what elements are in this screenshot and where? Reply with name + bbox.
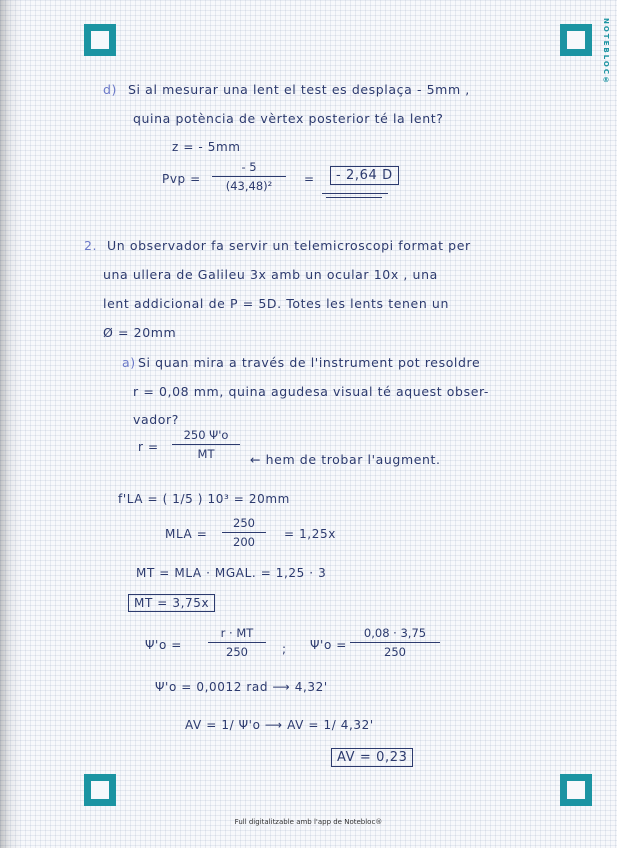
- question-d-line1: Si al mesurar una lent el test es desplaça - 5mm ,: [128, 82, 470, 97]
- augment-note: ← hem de trobar l'augment.: [250, 452, 441, 467]
- psi2-lhs: Ψ'o =: [310, 638, 347, 652]
- psi-denominator: 250: [226, 645, 248, 659]
- mla-lhs: MLA =: [165, 527, 208, 541]
- r-denominator: MT: [197, 447, 215, 461]
- pvp-fraction: [212, 160, 286, 193]
- mla-result: = 1,25x: [284, 527, 336, 541]
- question-2-label: 2.: [84, 238, 98, 253]
- psi-fraction: [208, 626, 266, 659]
- brand-logo: NOTEBLOC®: [602, 18, 610, 86]
- mla-denominator: 200: [233, 535, 255, 549]
- pvp-lhs: Pvp =: [162, 172, 201, 186]
- mt-result: MT = 3,75x: [128, 596, 215, 610]
- question-2-line4: Ø = 20mm: [103, 325, 177, 340]
- r-fraction: [172, 428, 240, 461]
- psi2-fraction: [350, 626, 440, 659]
- pvp-result: - 2,64 D: [330, 168, 399, 183]
- z-value: z = - 5mm: [172, 140, 241, 154]
- psi-numerator: r · MT: [220, 626, 254, 640]
- av-line: AV = 1/ Ψ'o ⟶ AV = 1/ 4,32': [185, 718, 374, 732]
- question-d-label: d): [103, 82, 118, 97]
- question-2-line2: una ullera de Galileu 3x amb un ocular 10x , una: [103, 267, 438, 282]
- pvp-denominator: (43,48)²: [225, 179, 273, 193]
- corner-marker-top-left: [84, 24, 116, 56]
- question-d-line2: quina potència de vèrtex posterior té la lent?: [133, 111, 444, 126]
- psi2-denominator: 250: [384, 645, 406, 659]
- mla-numerator: 250: [233, 516, 255, 530]
- mt-line: MT = MLA · MGAL. = 1,25 · 3: [136, 566, 327, 580]
- psi-result-line: Ψ'o = 0,0012 rad ⟶ 4,32': [155, 680, 328, 694]
- binding-shadow: [0, 0, 22, 848]
- result-underline-2: [326, 197, 382, 198]
- question-2a-line1: Si quan mira a través de l'instrument pot resoldre: [138, 355, 481, 370]
- psi-lhs: Ψ'o =: [145, 638, 182, 652]
- question-2a-line2: r = 0,08 mm, quina agudesa visual té aquest obser-: [133, 384, 490, 399]
- result-underline-1: [322, 193, 388, 194]
- question-2-line3: lent addicional de P = 5D. Totes les lents tenen un: [103, 296, 449, 311]
- mla-fraction: [222, 516, 266, 549]
- pvp-equals: =: [304, 172, 315, 186]
- corner-marker-bottom-left: [84, 774, 116, 806]
- footer-text: Full digitalitzable amb l'app de Notebloc®: [234, 818, 383, 826]
- psi2-numerator: 0,08 · 3,75: [363, 626, 427, 640]
- corner-marker-bottom-right: [560, 774, 592, 806]
- question-2a-line3: vador?: [133, 412, 180, 427]
- question-2a-label: a): [122, 355, 136, 370]
- av-result: AV = 0,23: [331, 750, 413, 765]
- r-numerator: 250 Ψ'o: [183, 428, 229, 442]
- r-lhs: r =: [138, 440, 159, 454]
- pvp-numerator: - 5: [241, 160, 257, 174]
- corner-marker-top-right: [560, 24, 592, 56]
- focal-length-line: f'LA = ( 1/5 ) 10³ = 20mm: [118, 492, 290, 506]
- question-2-line1: Un observador fa servir un telemicroscopi format per: [107, 238, 471, 253]
- psi-semicolon: ;: [282, 642, 287, 656]
